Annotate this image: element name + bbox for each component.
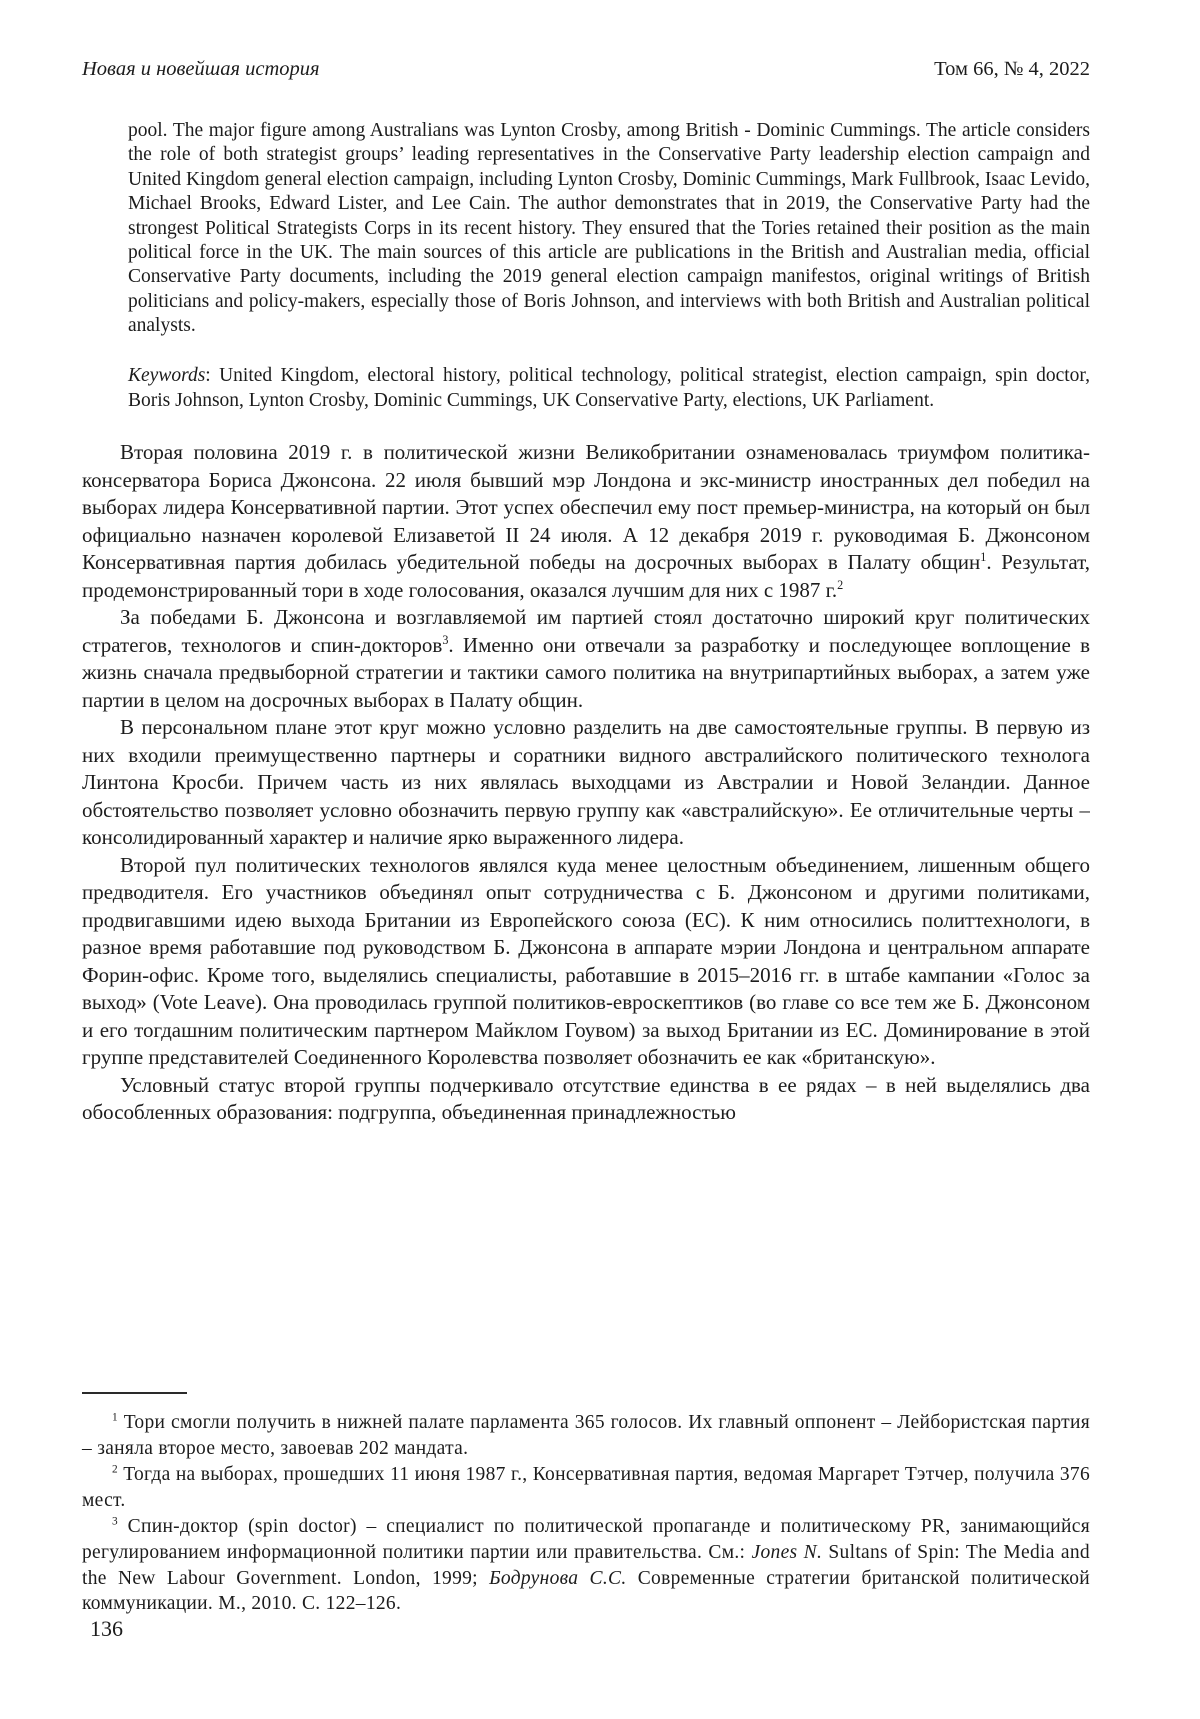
- body-paragraph-1: [82, 439, 1090, 604]
- paragraph-text: . Результат, продемонстрированный тори в ходе голосования, оказался лучшим для них с 1987 г.: [82, 550, 1090, 602]
- paragraph-text: . Именно они отвечали за разработку и последующее воплощение в жизнь сначала предвыборной стратегии и тактики самого политика на внутрипартийных выборах, а затем уже партии в целом на досрочных выборах в Палату общин.: [82, 632, 1090, 712]
- paragraph-text: Условный статус второй группы подчеркивало отсутствие единства в ее рядах – в ней выделялись два обособленных образования: подгруппа, объединенная принадлежностью: [82, 1072, 1090, 1125]
- footnotes-block: [82, 1392, 1090, 1617]
- footnote-2-marker: 2: [112, 1463, 118, 1476]
- footnote-3-cited-author: Бодрунова С.С.: [489, 1567, 627, 1589]
- footnote-1-marker: 1: [112, 1411, 118, 1424]
- footnote-ref-1: 1: [980, 550, 987, 565]
- journal-title: Новая и новейшая история: [82, 58, 320, 80]
- keywords-paragraph: [128, 364, 1090, 413]
- body-paragraph-5: [82, 1072, 1090, 1127]
- footnote-3-marker: 3: [112, 1515, 118, 1528]
- footnote-ref-2: 2: [837, 577, 844, 592]
- abstract-block: [128, 119, 1090, 413]
- footnote-1: [82, 1410, 1090, 1462]
- footnote-3-text: Современные стратегии британской политической коммуникации. М., 2010. С. 122–126.: [82, 1567, 1090, 1615]
- keywords-text: : United Kingdom, electoral history, political technology, political strategist, election campaign, spin doctor, Boris Johnson, Lynton Crosby, Dominic Cummings, UK Conservative Party, elections, UK Parliament.: [128, 365, 1090, 411]
- footnote-2: [82, 1462, 1090, 1514]
- paragraph-text: Второй пул политических технологов являлся куда менее целостным объединением, лишенным общего предводителя. Его участников объединял опыт сотрудничества с Б. Джонсоном и другими политиками, продвигавшими идею выхода Британии из Европейского союза (ЕС). К ним относились политтехнологи, в разное время работавшие под руководством Б. Джонсона в аппарате мэрии Лондона и центральном аппарате Форин-офис. Кроме того, выделялись специалисты, работавшие в 2015–2016 гг. в штабе кампании «Голос за выход» (Vote Leave). Она проводилась группой политиков-евроскептиков (во главе со все тем же Б. Джонсоном и его тогдашним политическим партнером Майклом Гоувом) за выход Британии из ЕС. Доминирование в этой группе представителей Соединенного Королевства позволяет обозначить ее как «британскую».: [82, 852, 1090, 1070]
- article-body: [82, 439, 1090, 1127]
- abstract-paragraph: pool. The major figure among Australians was Lynton Crosby, among British - Dominic Cummings. The article considers the role of both strategist groups’ leading representatives in the Conservative Party leadership election campaign and United Kingdom general election campaign, including Lynton Crosby, Dominic Cummings, Mark Fullbrook, Isaac Levido, Michael Brooks, Edward Lister, and Lee Cain. The author demonstrates that in 2019, the Conservative Party had the strongest Political Strategists Corps in its recent history. They ensured that the Tories retained their position as the main political force in the UK. The main sources of this article are publications in the British and Australian media, official Conservative Party documents, including the 2019 general election campaign manifestos, original writings of British politicians and policy-makers, especially those of Boris Johnson, and interviews with both British and Australian political analysts.: [128, 120, 1090, 336]
- footnote-3-cited-author: Jones N.: [751, 1541, 823, 1563]
- body-paragraph-3: [82, 714, 1090, 852]
- running-head: [82, 58, 1090, 81]
- footnote-3-text: Sultans of Spin: The Media and the New Labour Government. London, 1999;: [82, 1541, 1090, 1589]
- footnote-3-text: Спин-доктор (spin doctor) – специалист по политической пропаганде и политическому PR, занимающийся регулированием информационной политики партии или правительства. См.:: [82, 1515, 1090, 1563]
- page-number: 136: [90, 1616, 123, 1641]
- footnote-1-text: Тори смогли получить в нижней палате парламента 365 голосов. Их главный оппонент – Лейбористская партия – заняла второе место, завоевав 202 мандата.: [82, 1412, 1090, 1459]
- body-paragraph-2: [82, 604, 1090, 714]
- issue-info: Том 66, № 4, 2022: [934, 58, 1090, 80]
- footnote-separator: [82, 1392, 187, 1394]
- paragraph-text: В персональном плане этот круг можно условно разделить на две самостоятельные группы. В первую из них входили преимущественно партнеры и соратники видного австралийского политического технолога Линтона Кросби. Причем часть из них являлась выходцами из Австралии и Новой Зеландии. Данное обстоятельство позволяет условно обозначить первую группу как «австралийскую». Ее отличительные черты – консолидированный характер и наличие ярко выраженного лидера.: [82, 715, 1090, 850]
- footnote-3: [82, 1514, 1090, 1618]
- keywords-label: Keywords: [128, 365, 206, 387]
- paragraph-text: За победами Б. Джонсона и возглавляемой им партией стоял достаточно широкий круг политических стратегов, технологов и спин-докторов: [82, 605, 1090, 657]
- footnote-ref-3: 3: [442, 632, 449, 647]
- footnote-2-text: Тогда на выборах, прошедших 11 июня 1987 г., Консервативная партия, ведомая Маргарет Тэтчер, получила 376 мест.: [82, 1463, 1090, 1511]
- paragraph-text: Вторая половина 2019 г. в политической жизни Великобритании ознаменовалась триумфом политика-консерватора Бориса Джонсона. 22 июля бывший мэр Лондона и экс-министр иностранных дел победил на выборах лидера Консервативной партии. Этот успех обеспечил ему пост премьер-министра, на который он был официально назначен королевой Елизаветой II 24 июля. А 12 декабря 2019 г. руководимая Б. Джонсоном Консервативная партия добилась убедительной победы на досрочных выборах в Палату общин: [82, 440, 1090, 575]
- body-paragraph-4: [82, 852, 1090, 1072]
